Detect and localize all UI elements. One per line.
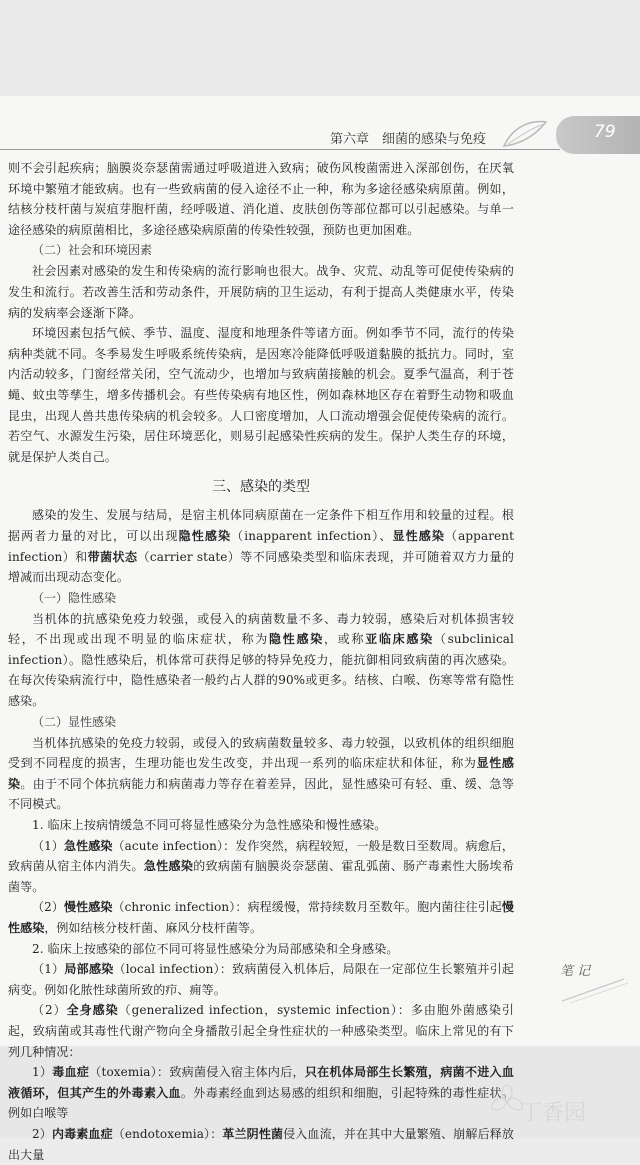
text: ，或称 bbox=[323, 632, 366, 647]
term: 隐性感染 bbox=[178, 528, 232, 543]
term: 亚临床感染 bbox=[365, 632, 434, 647]
text: （1） bbox=[32, 838, 65, 853]
text: （acute infection）：发作突然，病程较短，一般是数日至数周。病愈后，致病菌从宿主体内消失。 bbox=[8, 838, 515, 874]
text: 当机体的抗感染免疫力较强，或侵入的病菌数量不多、毒力较弱，感染后对机体损害较轻，不出现或出现不明显的临床症状，称为 bbox=[8, 611, 514, 647]
pencil-icon bbox=[560, 975, 630, 1005]
text: 当机体抗感染的免疫力较弱，或侵入的致病菌数量较多、毒力较强，以致机体的组织细胞受到不同程度的损害，生理功能也发生改变，并出现一系列的临床症状和体征，称为 bbox=[8, 735, 514, 771]
paragraph bbox=[8, 1000, 514, 1062]
paragraph bbox=[8, 733, 514, 815]
text: （2） bbox=[32, 1003, 67, 1018]
text: 。由于不同个体抗病能力和病菌毒力等存在着差异，因此，显性感染可有轻、重、缓、急等不同模式。 bbox=[8, 776, 514, 812]
paragraph bbox=[8, 836, 514, 898]
term: 带菌状态 bbox=[87, 549, 138, 564]
term: 局部感染 bbox=[64, 962, 114, 977]
text: 。外毒素经血到达易感的组织和细胞，引起特殊的毒性症状。例如白喉等 bbox=[8, 1085, 515, 1121]
text: （1） bbox=[32, 962, 65, 977]
text: （endotoxemia）： bbox=[112, 1126, 223, 1141]
paragraph bbox=[8, 1124, 514, 1165]
text: （chronic infection）：病程缓慢，常持续数月至数年。胞内菌往往引起 bbox=[112, 900, 502, 915]
term: 慢性感染 bbox=[8, 900, 515, 935]
term: 内毒素血症 bbox=[51, 1126, 113, 1141]
paragraph: 1. 临床上按病情缓急不同可将显性感染分为急性感染和慢性感染。 bbox=[32, 818, 387, 833]
term: 显性感染 bbox=[392, 528, 446, 543]
body-text bbox=[8, 158, 514, 1165]
leaf-icon bbox=[500, 116, 550, 152]
text: （apparent infection）和 bbox=[8, 528, 515, 564]
text: （generalized infection，systemic infection）：多由胞外菌感染引起，致病菌或其毒性代谢产物向全身播散引起全身性症状的一种感染类型。临床上常见的有下列几种情况： bbox=[8, 1003, 514, 1059]
text: 1） bbox=[32, 1065, 53, 1080]
term: 只在机体局部生长繁殖，病菌不进入血液循环，但其产生的外毒素入血 bbox=[8, 1065, 514, 1100]
text: 感染的发生、发展与结局，是宿主机体同病原菌在一定条件下相互作用和较量的过程。根据两者力量的对比，可以出现 bbox=[8, 508, 514, 543]
flower-logo-icon bbox=[490, 1084, 524, 1118]
text: （subclinical infection）。隐性感染后，机体常可获得足够的特异免疫力，能抗御相同致病菌的再次感染。在每次传染病流行中，隐性感染者一般约占人群的90%或更多。结核、白喉、伤寒等常有隐性感染。 bbox=[8, 632, 514, 709]
text: （carrier state）等不同感染类型和临床表现，并可随着双方力量的增减而出现动态变化。 bbox=[8, 549, 515, 585]
subheading: （一）隐性感染 bbox=[32, 590, 117, 605]
term: 急性感染 bbox=[143, 859, 194, 874]
text: （toxemia）：致病菌侵入宿主体内后， bbox=[89, 1065, 305, 1080]
text: 的致病菌有脑膜炎奈瑟菌、霍乱弧菌、肠产毒素性大肠埃希菌等。 bbox=[8, 859, 514, 894]
paragraph bbox=[8, 959, 514, 1000]
term: 毒血症 bbox=[52, 1065, 90, 1080]
section-heading: 三、感染的类型 bbox=[212, 479, 310, 496]
margin-note-label: 笔 记 bbox=[560, 964, 591, 979]
text: （2） bbox=[32, 900, 64, 915]
paragraph: 社会因素对感染的发生和传染病的流行影响也很大。战争、灾荒、动乱等可促使传染病的发生和流行。若改善生活和劳动条件，开展防病的卫生运动，有利于提高人类健康水平，传染病的发病率会逐渐下降。 bbox=[8, 264, 514, 320]
term: 革兰阴性菌 bbox=[222, 1126, 284, 1141]
text: 2） bbox=[32, 1126, 52, 1141]
text: 侵入血流，并在其中大量繁殖、崩解后释放出大量 bbox=[8, 1126, 514, 1162]
watermark: 丁香园 bbox=[520, 1101, 587, 1126]
term: 显性感染 bbox=[8, 756, 514, 791]
paragraph: 则不会引起疾病；脑膜炎奈瑟菌需通过呼吸道进入致病；破伤风梭菌需进入深部创伤，在厌氧环境中繁殖才能致病。也有一些致病菌的侵入途径不止一种，称为多途径感染病原菌。例如，结核分枝杆菌与炭疽芽胞杆菌，经呼吸道、消化道、皮肤创伤等部位都可以引起感染。与单一途径感染的病原菌相比，多途径感染病原菌的传染性较强，预防也更加困难。 bbox=[8, 161, 514, 237]
header-rule bbox=[0, 149, 560, 150]
paragraph: 2. 临床上按感染的部位不同可将显性感染分为局部感染和全身感染。 bbox=[32, 941, 399, 956]
paragraph bbox=[8, 897, 514, 938]
paragraph bbox=[8, 1062, 514, 1124]
page-number: 79 bbox=[594, 122, 616, 142]
text: （local infection）：致病菌侵入机体后，局限在一定部位生长繁殖并引起病变。例如化脓性球菌所致的疖、痈等。 bbox=[8, 962, 514, 997]
term: 急性感染 bbox=[64, 838, 113, 853]
paragraph: 环境因素包括气候、季节、温度、湿度和地理条件等诸方面。例如季节不同，流行的传染病种类就不同。冬季易发生呼吸系统传染病，是因寒冷能降低呼吸道黏膜的抵抗力。同时，室内活动较多，门窗经常关闭，空气流动少，也增加与致病菌接触的机会。夏季气温高，利于苍蝇、蚊虫等孳生，增多传播机会。有些传染病有地区性，例如森林地区存在着野生动物和吸血昆虫，出现人兽共患传染病的机会较多。人口密度增加，人口流动增强会促使传染病的流行。若空气、水源发生污染，居住环境恶化，则易引起感染性疾病的发生。保护人类生存的环境，就是保护人类自己。 bbox=[8, 326, 514, 464]
text: （inapparent infection）、 bbox=[231, 528, 393, 543]
chapter-title: 第六章 细菌的感染与免疫 bbox=[330, 132, 487, 147]
paragraph bbox=[8, 609, 514, 712]
text: ，例如结核分枝杆菌、麻风分枝杆菌等。 bbox=[44, 921, 263, 935]
term: 全身感染 bbox=[66, 1003, 119, 1018]
term: 慢性感染 bbox=[63, 900, 113, 915]
term: 隐性感染 bbox=[269, 632, 324, 647]
subheading: （二）显性感染 bbox=[32, 714, 117, 729]
paragraph bbox=[8, 505, 514, 587]
subheading: （二）社会和环境因素 bbox=[32, 243, 153, 258]
top-band bbox=[0, 0, 640, 96]
